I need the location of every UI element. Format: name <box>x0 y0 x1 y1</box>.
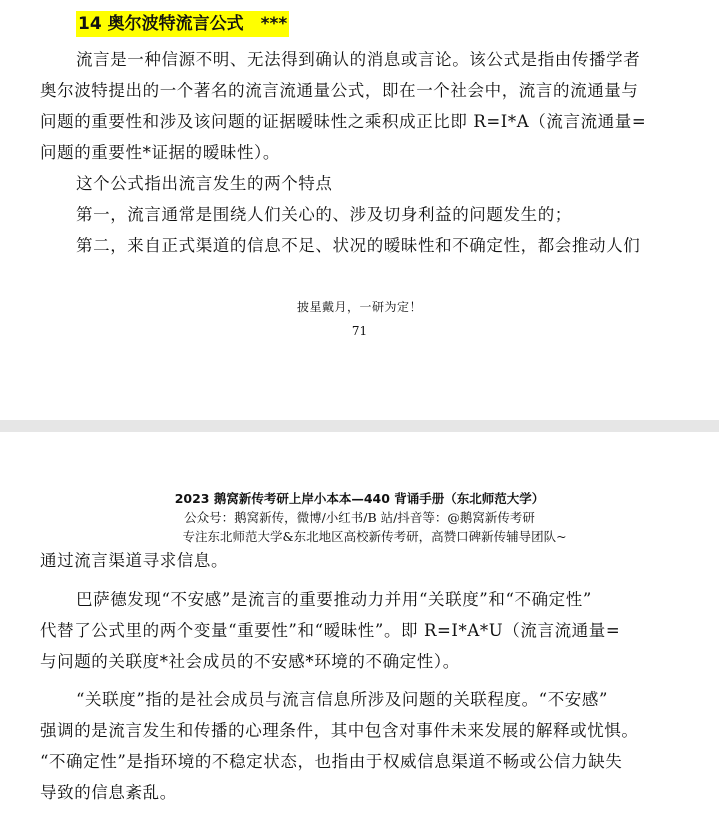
text-line: “关联度”指的是社会成员与流言信息所涉及问题的关联程度。“不安感” <box>76 690 609 709</box>
text-line: 问题的重要性*证据的暧昧性）。 <box>40 143 280 162</box>
text-line: 第一，流言通常是围绕人们关心的、涉及切身利益的问题发生的； <box>76 205 572 224</box>
paragraph-continuation <box>40 545 682 576</box>
text-line: 与问题的关联度*社会成员的不安感*环境的不确定性）。 <box>40 652 460 671</box>
running-header-contact: 公众号：鹅窝新传，微博/小红书/B 站/抖音等：@鹅窝新传考研 <box>184 510 535 525</box>
page-separator <box>0 420 719 432</box>
text-line: 通过流言渠道寻求信息。 <box>40 551 229 570</box>
footer-motto: 披星戴月，一研为定！ <box>296 300 422 314</box>
text-line: 导致的信息紊乱。 <box>40 783 177 802</box>
section-heading: 14 奥尔波特流言公式 *** <box>76 11 289 37</box>
page-number: 71 <box>351 324 368 338</box>
running-header-tagline: 专注东北师范大学&东北地区高校新传考研，高赞口碑新传辅导团队~ <box>182 529 567 544</box>
text-line: 奥尔波特提出的一个著名的流言流通量公式，即在一个社会中，流言的流通量与 <box>40 81 639 100</box>
text-line: 巴萨德发现“不安感”是流言的重要推动力并用“关联度”和“不确定性” <box>76 590 592 609</box>
text-line: 这个公式指出流言发生的两个特点 <box>76 174 333 193</box>
text-line: 强调的是流言发生和传播的心理条件，其中包含对事件未来发展的解释或忧惧。 <box>40 721 639 740</box>
text-line: 第二，来自正式渠道的信息不足、状况的暧昧性和不确定性，都会推动人们 <box>76 236 641 255</box>
text-line: 流言是一种信源不明、无法得到确认的消息或言论。该公式是指由传播学者 <box>76 50 641 69</box>
paragraph-definition <box>40 44 682 261</box>
text-line: “不确定性”是指环境的不稳定状态，也指由于权威信息渠道不畅或公信力缺失 <box>40 752 623 771</box>
running-header-title: 2023 鹅窝新传考研上岸小本本—440 背诵手册（东北师范大学） <box>174 491 545 506</box>
paragraph-basade <box>40 584 682 677</box>
text-line: 问题的重要性和涉及该问题的证据暧昧性之乘积成正比即 R=I*A（流言流通量= <box>40 112 647 131</box>
paragraph-definitions-of-variables <box>40 684 682 808</box>
text-line: 代替了公式里的两个变量“重要性”和“暧昧性”。即 R=I*A*U（流言流通量= <box>40 621 621 640</box>
